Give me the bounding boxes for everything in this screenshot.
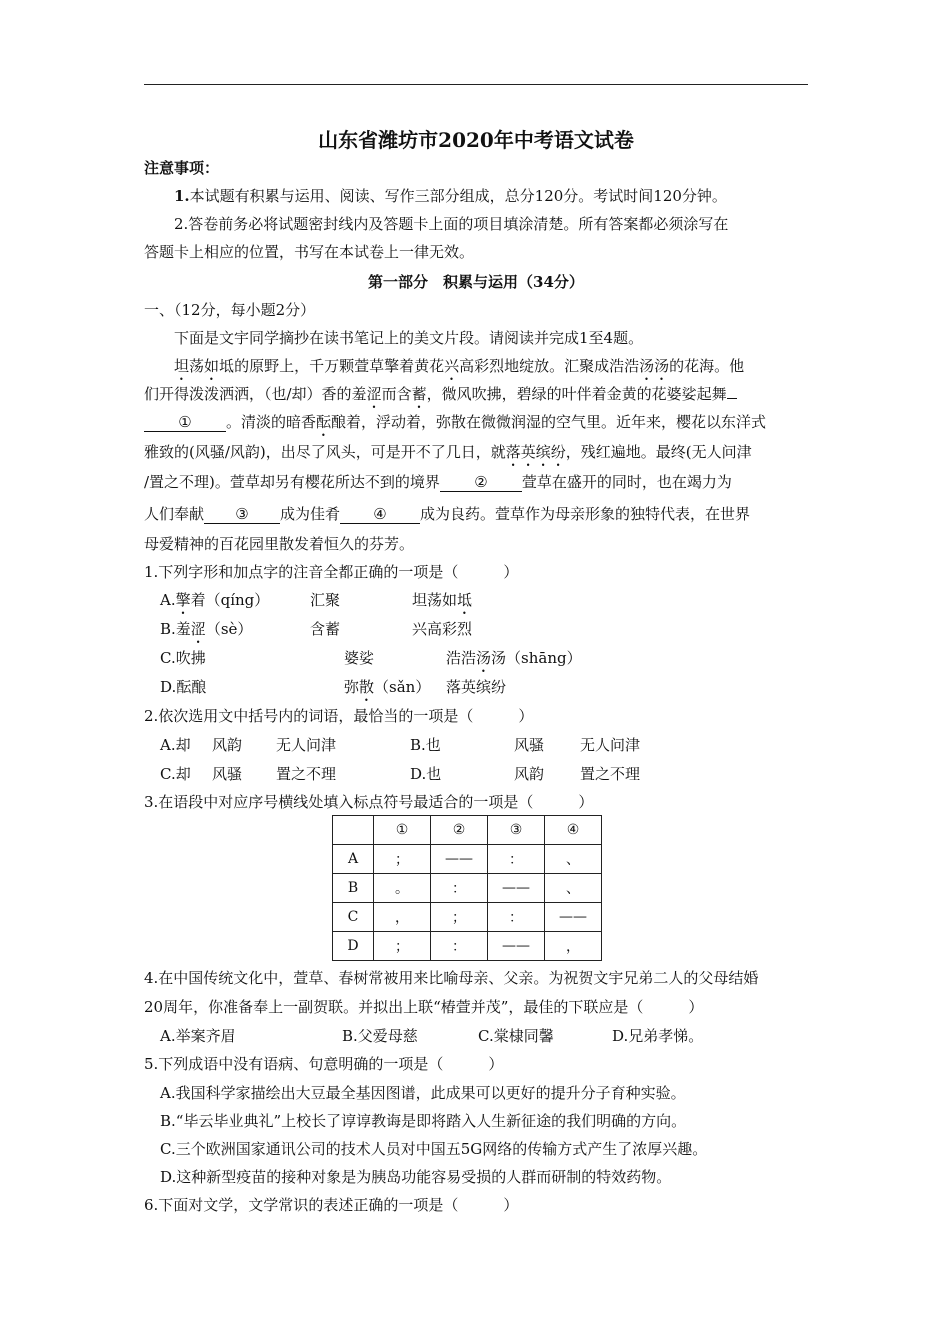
q1-option-a: [160, 590, 269, 618]
dotted-char: 汤汤: [639, 357, 670, 375]
passage-text: ，残红遍地。最终(无人问津: [565, 443, 752, 461]
passage-line-4: [144, 442, 808, 470]
passage-line-7: 母爱精神的百花园里散发着恒久的芬芳。: [144, 535, 415, 553]
table-cell: 。: [374, 874, 431, 903]
table-cell: ——: [488, 874, 545, 903]
q1-option-d-word3: 落英缤纷: [446, 678, 507, 696]
passage-line-5: [144, 472, 808, 492]
q1-option-b-word3: 兴高彩烈: [412, 620, 473, 638]
dotted-char: 兴: [444, 357, 460, 375]
q5-stem: 5.下列成语中没有语病、句意明确的一项是（ ）: [144, 1055, 504, 1073]
notice-item-2-line-1: 2.答卷前务必将试题密封线内及答题卡上面的项目填涂清楚。所有答案都必须涂写在: [174, 215, 729, 233]
passage-text: 萱草在盛开的同时，也在竭力为: [521, 473, 732, 491]
table-cell: ——: [545, 903, 602, 932]
table-cell: ：: [431, 874, 488, 903]
passage-text: 成为佳肴: [280, 505, 341, 523]
q2-option-c-3: 置之不理: [276, 765, 337, 783]
dotted-char: 散: [359, 678, 375, 696]
table-cell: A: [333, 845, 374, 874]
q2-option-d-1: D.也: [410, 765, 442, 783]
table-cell: ；: [374, 845, 431, 874]
table-row: [333, 932, 602, 961]
passage-text: 的原野上，千万颗萱草擎着黄花: [234, 357, 445, 375]
passage-line-3: [144, 412, 808, 440]
blank-2: ②: [440, 473, 522, 492]
table-cell: ，: [545, 932, 602, 961]
dotted-char: 如: [204, 357, 220, 375]
q1-option-b: [160, 619, 252, 647]
intro-text: 下面是文宇同学摘抄在读书笔记上的美文片段。请阅读并完成1至4题。: [174, 329, 644, 347]
notice-item-1-num: 1.: [174, 187, 190, 205]
table-cell: 、: [545, 845, 602, 874]
q2-option-b-2: 风骚: [514, 736, 545, 754]
option-text: A.: [160, 591, 176, 609]
table-cell: ：: [488, 903, 545, 932]
q4-option-d: D.兄弟孝悌。: [612, 1027, 704, 1045]
q5-option-a: A.我国科学家描绘出大豆最全基因图谱，此成果可以更好的提升分子育种实验。: [160, 1084, 686, 1102]
passage-line-6: [144, 504, 808, 524]
q5-option-b: B.“毕云毕业典礼”上校长了谆谆教诲是即将踏入人生新征途的我们明确的方向。: [160, 1112, 687, 1130]
table-cell: ，: [374, 903, 431, 932]
q1-option-d-word2: [344, 677, 430, 705]
notice-item-1: [144, 186, 808, 206]
top-rule: [144, 84, 808, 85]
table-cell: 、: [545, 874, 602, 903]
q3-stem: 3.在语段中对应序号横线处填入标点符号最适合的一项是（ ）: [144, 793, 594, 811]
q2-option-c-1: C.却: [160, 765, 191, 783]
q1-stem: 1.下列字形和加点字的注音全都正确的一项是（ ）: [144, 563, 519, 581]
blank-line: [727, 398, 737, 399]
option-text: （sǎn）: [374, 678, 431, 696]
passage-text: 们开得泼泼洒洒，（也/却）香的羞: [144, 385, 367, 403]
q2-stem: 2.依次选用文中括号内的词语，最恰当的一项是（ ）: [144, 707, 534, 725]
q2-option-c-2: 风骚: [212, 765, 243, 783]
q2-option-a-3: 无人问津: [276, 736, 337, 754]
section1-heading: 一、（12分，每小题2分）: [144, 301, 316, 319]
passage-text: 雅致的(风骚/风韵)，出尽了风头，可是开不了几日，就: [144, 443, 506, 461]
table-cell: ：: [488, 845, 545, 874]
passage-line-1: [144, 356, 808, 384]
notice-item-2-line-2: 答题卡上相应的位置，书写在本试卷上一律无效。: [144, 243, 475, 261]
passage-text: 的花海。他: [669, 357, 745, 375]
q2-option-d-3: 置之不理: [580, 765, 641, 783]
option-text: 着（qíng）: [190, 591, 270, 609]
passage-text: /置之不理)。萱草却另有樱花所达不到的境界: [144, 473, 440, 491]
table-cell: D: [333, 932, 374, 961]
option-text: （sè）: [205, 620, 253, 638]
table-cell: ——: [488, 932, 545, 961]
passage-text: 酿着，浮动着，弥散在微微润湿的空气里。近年来，樱花以东洋式: [331, 413, 767, 431]
part1-heading: 第一部分 积累与运用（34分）: [368, 273, 584, 291]
page-title: 山东省潍坊市2020年中考语文试卷: [318, 128, 634, 152]
punctuation-table: [332, 815, 602, 961]
blank-3: ③: [204, 505, 280, 524]
table-row: [333, 845, 602, 874]
q2-option-a-1: A.却: [160, 736, 191, 754]
q4-option-c: C.棠棣同馨: [478, 1027, 554, 1045]
option-text: 汤（shāng）: [491, 649, 582, 667]
option-text: 坦荡如: [412, 591, 458, 609]
q1-option-c: C.吹拂: [160, 649, 206, 667]
passage-text: ，微风吹拂，碧绿的叶伴着金黄的花婆娑起舞: [426, 385, 727, 403]
dotted-char: 擎: [175, 591, 191, 609]
passage-text: 人们奉献: [144, 505, 205, 523]
q5-option-d: D.这种新型疫苗的接种对象是为胰岛功能容易受损的人群而研制的特效药物。: [160, 1168, 672, 1186]
option-text: B.羞: [160, 620, 191, 638]
q2-option-a-2: 风韵: [212, 736, 243, 754]
q2-option-d-2: 风韵: [514, 765, 545, 783]
option-text: 弥: [344, 678, 360, 696]
q1-option-a-word2: 汇聚: [310, 591, 341, 609]
notice-item-1-text: 本试题有积累与运用、阅读、写作三部分组成，总分120分。考试时间120分钟。: [189, 187, 727, 205]
passage-text: 。清淡的暗香: [226, 413, 317, 431]
table-row: [333, 903, 602, 932]
dotted-char: 落英缤纷: [505, 443, 566, 461]
q4-option-a: A.举案齐眉: [160, 1027, 236, 1045]
q1-option-a-word3: [412, 590, 472, 618]
dotted-char: 坻: [457, 591, 473, 609]
table-cell: ：: [431, 932, 488, 961]
passage-text: 高彩烈地绽放。汇聚成浩浩: [459, 357, 640, 375]
q1-option-b-word2: 含蓄: [310, 620, 341, 638]
passage-text: 荡: [189, 357, 205, 375]
passage-text: 坻: [219, 357, 235, 375]
passage-text: 而含: [381, 385, 412, 403]
table-header-cell: ②: [431, 816, 488, 845]
q4-option-b: B.父爱母慈: [342, 1027, 418, 1045]
notice-heading: 注意事项：: [144, 159, 220, 177]
table-header-cell: [333, 816, 374, 845]
table-header-cell: ④: [545, 816, 602, 845]
q1-option-c-word3: [446, 648, 582, 676]
passage-line-2: [144, 384, 808, 412]
q6-stem: 6.下面对文学，文学常识的表述正确的一项是（ ）: [144, 1196, 519, 1214]
dotted-char: 涩: [190, 620, 206, 638]
table-cell: ；: [431, 903, 488, 932]
q2-option-b-3: 无人问津: [580, 736, 641, 754]
blank-1: ①: [144, 413, 226, 432]
table-header-cell: ①: [374, 816, 431, 845]
table-cell: ；: [374, 932, 431, 961]
dotted-char: 酝: [316, 413, 332, 431]
passage-text: 成为良药。萱草作为母亲形象的独特代表，在世界: [420, 505, 751, 523]
q2-option-b-1: B.也: [410, 736, 441, 754]
dotted-char: 汤: [476, 649, 492, 667]
table-cell: ——: [431, 845, 488, 874]
q4-stem-line-2: 20周年，你准备奉上一副贺联。并拟出上联“椿萱并茂”，最佳的下联应是（ ）: [144, 998, 704, 1016]
table-row: [333, 874, 602, 903]
q5-option-c: C.三个欧洲国家通讯公司的技术人员对中国五5G网络的传输方式产生了浓厚兴趣。: [160, 1140, 708, 1158]
dotted-char: 蓄: [411, 385, 427, 403]
dotted-char: 涩: [366, 385, 382, 403]
table-header-row: [333, 816, 602, 845]
q1-option-c-word2: 婆娑: [344, 649, 375, 667]
option-text: 浩浩: [446, 649, 477, 667]
q4-stem-line-1: 4.在中国传统文化中，萱草、春树常被用来比喻母亲、父亲。为祝贺文宇兄弟二人的父母结婚: [144, 969, 759, 987]
table-header-cell: ③: [488, 816, 545, 845]
table-cell: B: [333, 874, 374, 903]
table-cell: C: [333, 903, 374, 932]
dotted-char: 坦: [174, 357, 190, 375]
q1-option-d: D.酝酿: [160, 678, 207, 696]
blank-4: ④: [340, 505, 420, 524]
